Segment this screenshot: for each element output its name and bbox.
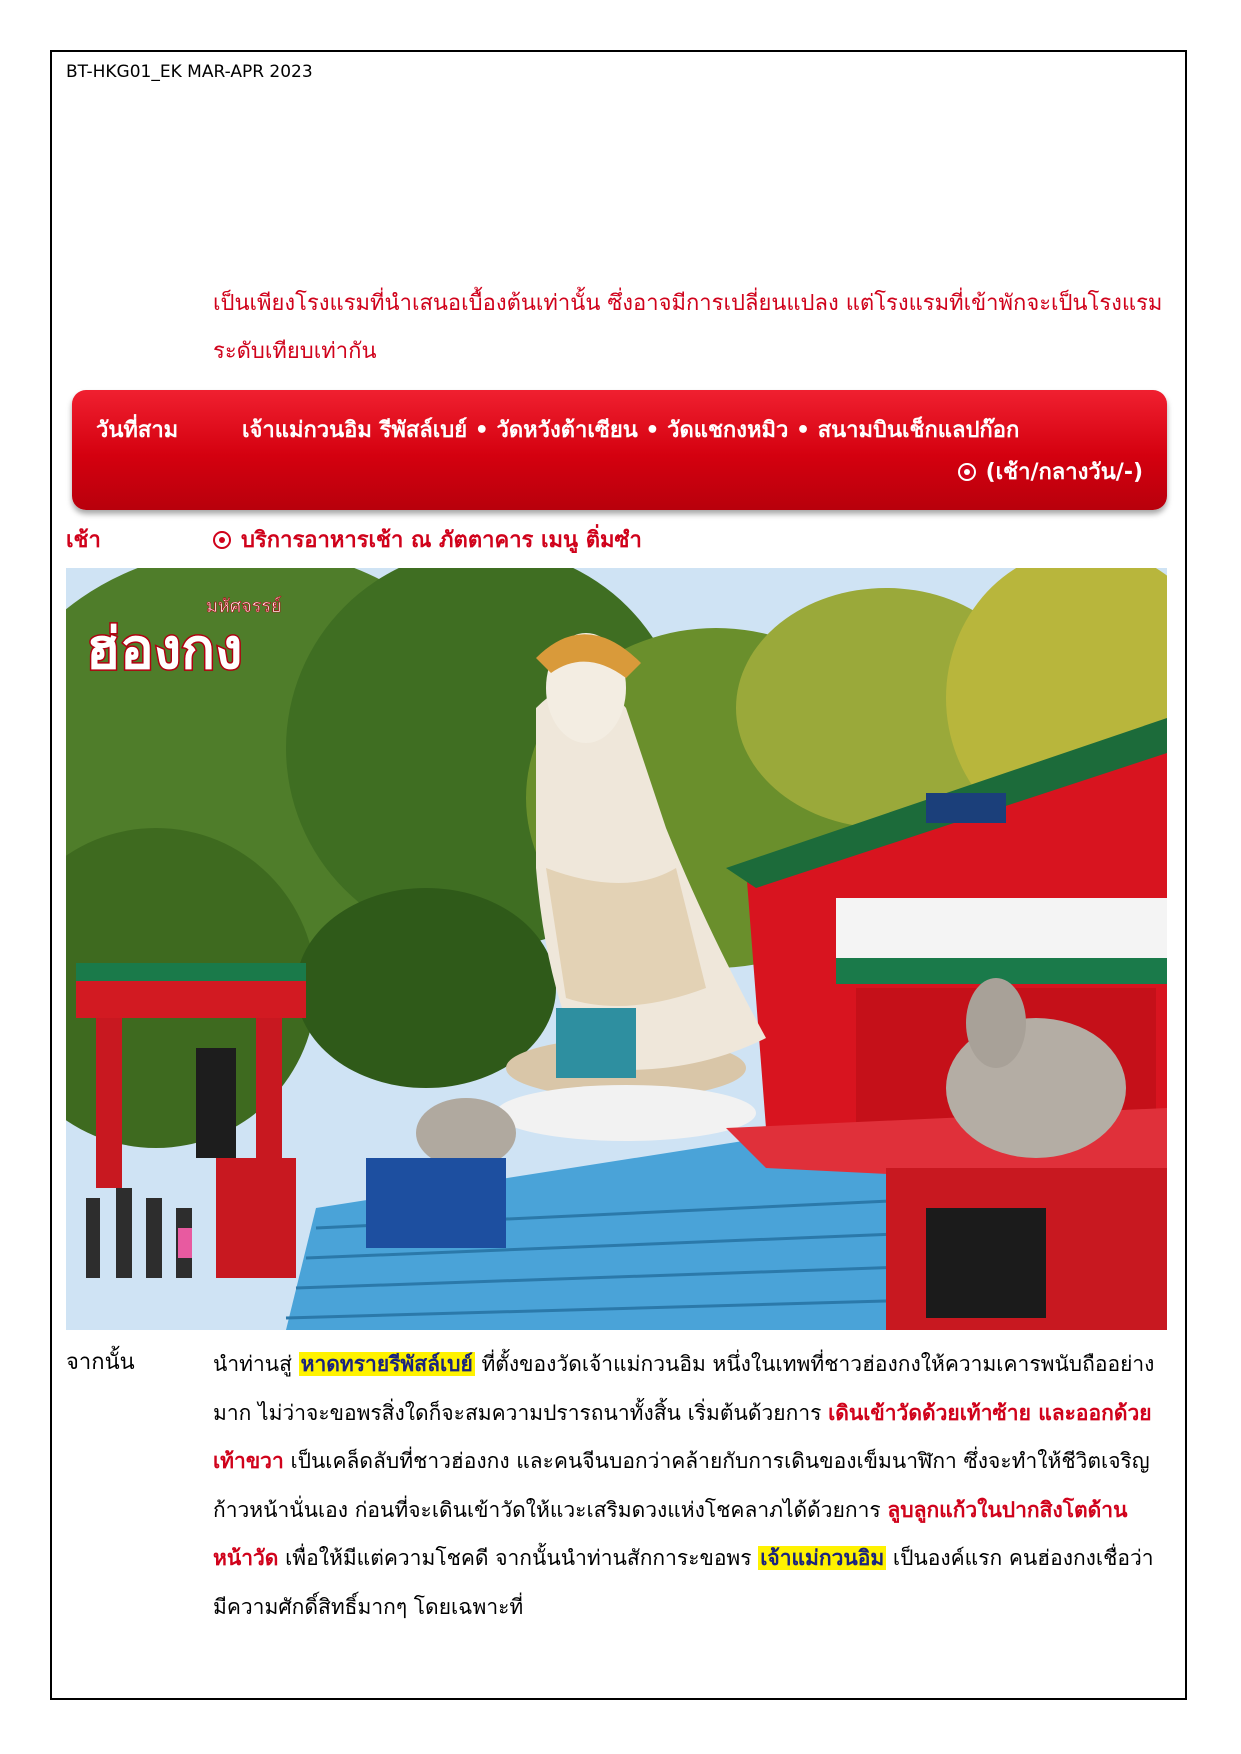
breakfast-info (213, 522, 642, 557)
body-segment: ที่ตั้งของวัดเจ้าแม่กวนอิม หนึ่งในเทพที่ชาวฮ่องกงให้ความเคารพนับถืออย่างมาก ไม่ว่าจะขอพรสิ่งใดก็จะสมความปรารถนาทั้งสิ้น เริ่มต้นด้วยการ (213, 1352, 1155, 1425)
tour-description (213, 1340, 1163, 1631)
day-label: วันที่สาม (96, 418, 179, 443)
emphasis-lion-ball: ลูบลูกแก้วในปากสิงโตด้านหน้าวัด (213, 1497, 1128, 1570)
then-label: จากนั้น (66, 1350, 135, 1375)
body-segment: นำท่านสู่ (213, 1352, 299, 1376)
guanyin-temple-photo (66, 568, 1167, 1330)
morning-label: เช้า (66, 528, 101, 553)
body-segment: เพื่อให้มีแต่ความโชคดี จากนั้นนำท่านสักการะขอพร (278, 1546, 759, 1570)
hotel-note: เป็นเพียงโรงแรมที่นำเสนอเบื้องต้นเท่านั้น ซึ่งอาจมีการเปลี่ยนแปลง แต่โรงแรมที่เข้าพักจะเป็นโรงแรมระดับเทียบเท่ากัน (213, 291, 1163, 364)
document-code: BT-HKG01_EK MAR-APR 2023 (66, 62, 313, 82)
highlight-guanyin: เจ้าแม่กวนอิม (760, 1546, 885, 1570)
day-sites: เจ้าแม่กวนอิม รีพัสล์เบย์ • วัดหวังต้าเซียน • วัดแชกงหมิว • สนามบินเช็กแลปก๊อก (242, 418, 1020, 443)
logo-big-text: ฮ่องกง (86, 617, 243, 682)
photo-illustration (66, 568, 1167, 1330)
meals-info (958, 454, 1143, 489)
emphasis-walk-in: เดินเข้าวัดด้วยเท้าซ้าย และออกด้วยเท้าขวา (213, 1400, 1152, 1473)
meal-icon (213, 531, 231, 549)
body-segment: เป็นองค์แรก คนฮ่องกงเชื่อว่ามีความศักดิ์สิทธิ์มากๆ โดยเฉพาะที่ (213, 1546, 1154, 1619)
logo-small-text: มหัศจรรย์ (206, 596, 282, 617)
meals-text: (เช้า/กลางวัน/-) (985, 460, 1143, 485)
highlight-repulse-bay: หาดทรายรีพัสล์เบย์ (300, 1352, 473, 1376)
meal-icon (958, 463, 976, 481)
body-segment: เป็นเคล็ดลับที่ชาวฮ่องกง และคนจีนบอกว่าคล้ายกับการเดินของเข็มนาฬิกา ซึ่งจะทำให้ชีวิตเจริญก้าวหน้านั่นเอง ก่อนที่จะเดินเข้าวัดให้แวะเสริมดวงแห่งโชคลาภได้ด้วยการ (213, 1449, 1150, 1522)
breakfast-text: บริการอาหารเช้า ณ ภัตตาคาร เมนู ติ่มซำ (241, 528, 642, 553)
day-banner (72, 390, 1167, 510)
